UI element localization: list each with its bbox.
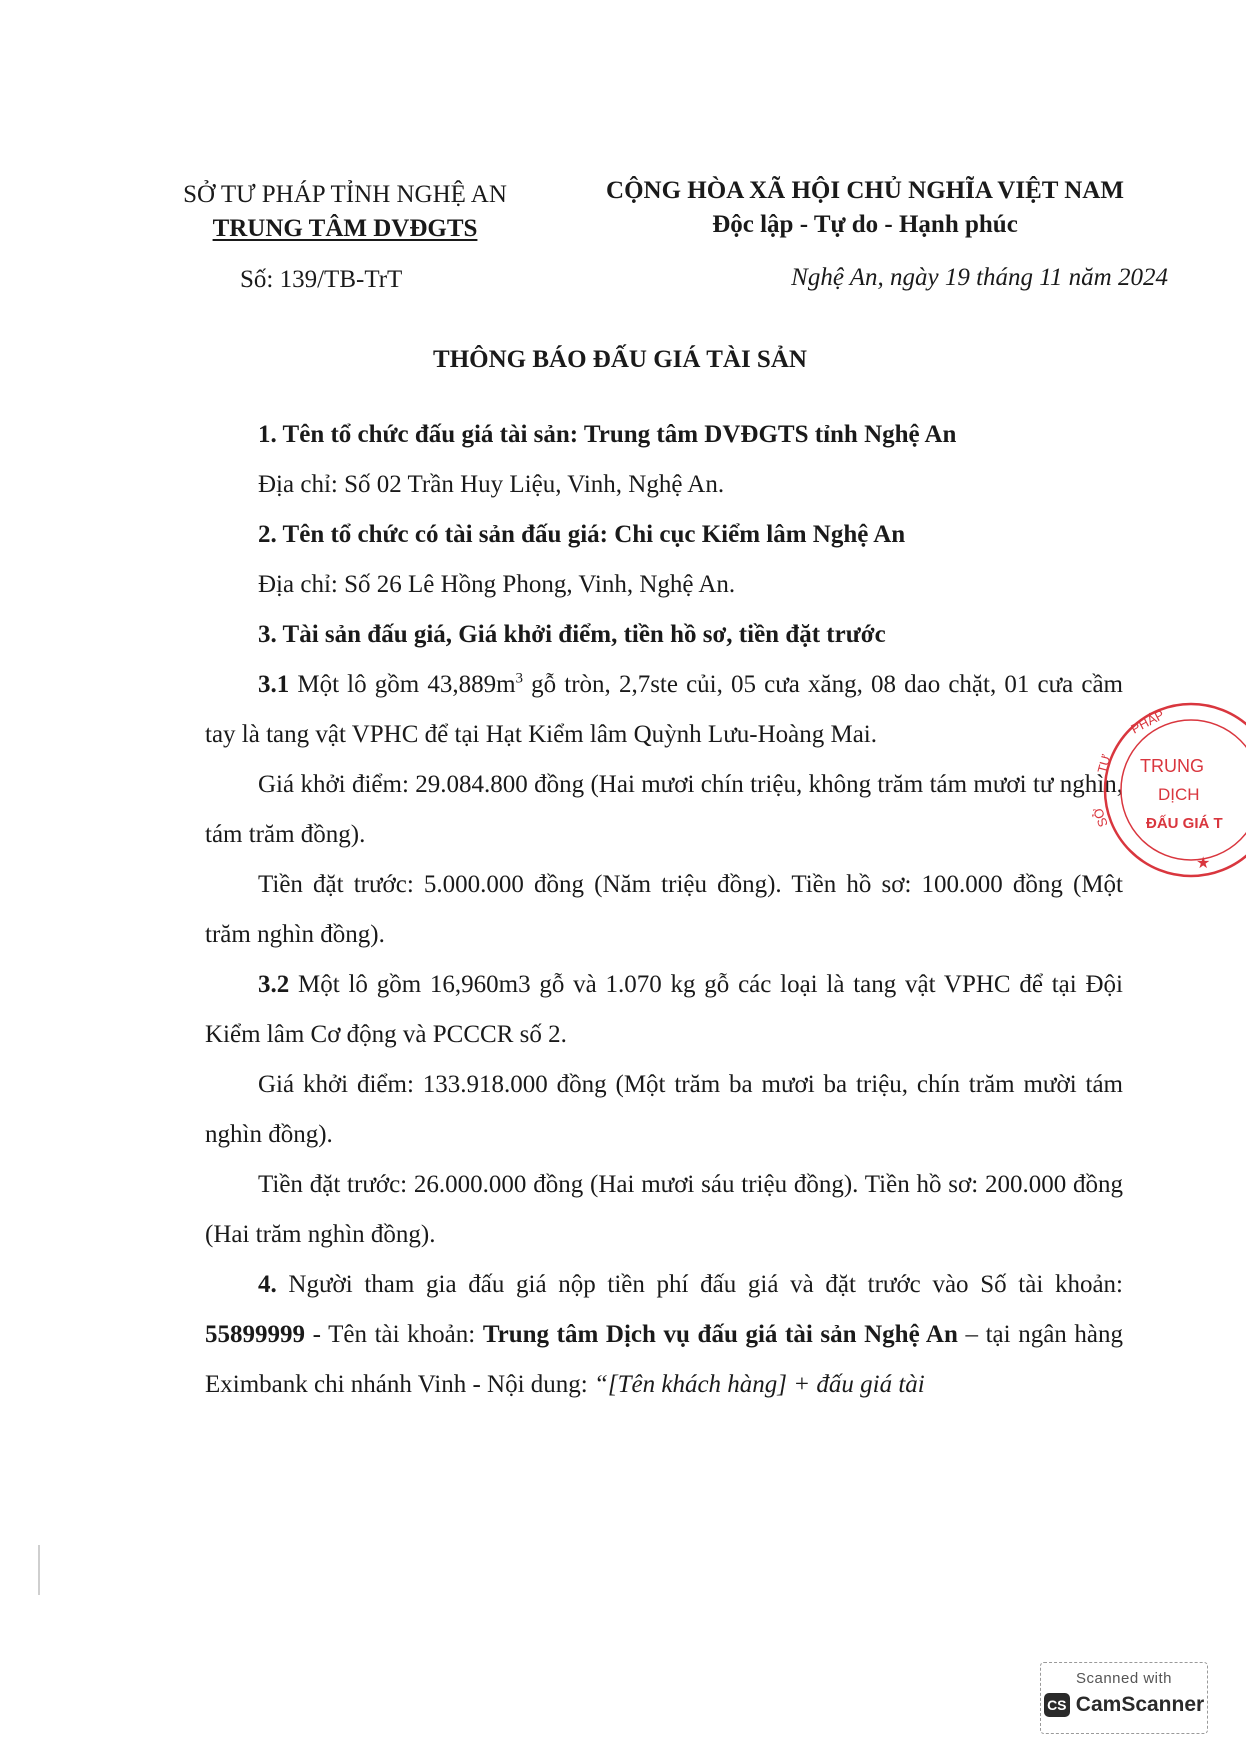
lot-2-description <box>205 960 1123 1060</box>
document-body <box>205 410 1123 1410</box>
lot-1-desc-b: gỗ tròn, 2,7ste củi, 05 cưa xăng, 08 dao chặt, 01 cưa cầm tay là tang vật VPHC để tại Hạt Kiểm lâm Quỳnh Lưu-Hoàng Mai. <box>205 671 1123 748</box>
section-1-address: Địa chỉ: Số 02 Trần Huy Liệu, Vinh, Nghệ An. <box>258 471 725 498</box>
issuer-center: TRUNG TÂM DVĐGTS <box>212 215 478 242</box>
section-4-payment <box>205 1260 1123 1410</box>
national-header <box>560 174 1170 242</box>
stamp-star-icon: ★ <box>1196 855 1211 872</box>
stamp-line-3: ĐẤU GIÁ T <box>1146 815 1223 832</box>
lot-1-number: 3.1 <box>258 671 290 698</box>
section-4-account-number: 55899999 <box>205 1321 305 1348</box>
section-1-heading: 1. Tên tổ chức đấu giá tài sản: Trung tâm DVĐGTS tỉnh Nghệ An <box>258 421 957 448</box>
national-name: CỘNG HÒA XÃ HỘI CHỦ NGHĨA VIỆT NAM <box>606 177 1124 204</box>
lot-1-description <box>205 660 1123 760</box>
lot-2-start-price: Giá khởi điểm: 133.918.000 đồng (Một trăm ba mươi ba triệu, chín trăm mười tám nghìn đồng). <box>205 1071 1123 1148</box>
lot-2-desc: Một lô gồm 16,960m3 gỗ và 1.070 kg gỗ các loại là tang vật VPHC để tại Đội Kiểm lâm Cơ động và PCCCR số 2. <box>205 971 1123 1048</box>
section-4-account-name: Trung tâm Dịch vụ đấu giá tài sản Nghệ An <box>482 1321 958 1348</box>
section-2-address: Địa chỉ: Số 26 Lê Hồng Phong, Vinh, Nghệ An. <box>258 571 736 598</box>
issuer-department: SỞ TƯ PHÁP TỈNH NGHỆ AN <box>183 181 507 208</box>
document-date: Nghệ An, ngày 19 tháng 11 năm 2024 <box>791 264 1168 291</box>
lot-2-deposit: Tiền đặt trước: 26.000.000 đồng (Hai mươi sáu triệu đồng). Tiền hồ sơ: 200.000 đồng (Hai trăm nghìn đồng). <box>205 1171 1123 1248</box>
stamp-text-left2: SỞ <box>1089 805 1111 830</box>
badge-brand: CamScanner <box>1075 1693 1205 1716</box>
issuer-header <box>120 178 570 246</box>
document-number: Số: 139/TB-TrT <box>240 266 403 293</box>
national-motto: Độc lập - Tự do - Hạnh phúc <box>712 211 1018 238</box>
section-4-number: 4. <box>258 1271 277 1298</box>
section-2-heading: 2. Tên tổ chức có tài sản đấu giá: Chi cục Kiểm lâm Nghệ An <box>258 521 906 548</box>
camscanner-badge <box>1040 1662 1208 1734</box>
lot-1-start-price: Giá khởi điểm: 29.084.800 đồng (Hai mươi chín triệu, không trăm tám mươi tư nghìn, tám trăm đồng). <box>205 771 1123 848</box>
lot-1-desc-sup: 3 <box>515 670 524 687</box>
stamp-text-left: TƯ <box>1094 752 1114 775</box>
lot-1-desc-a: Một lô gồm 43,889m <box>289 671 516 698</box>
stamp-line-1: TRUNG <box>1140 756 1204 776</box>
camscanner-logo-icon: CS <box>1044 1693 1070 1717</box>
official-stamp <box>1089 700 1246 880</box>
stamp-text-top: PHÁP <box>1128 706 1167 737</box>
scan-edge-mark <box>38 1545 40 1595</box>
section-4-text-b: - Tên tài khoản: <box>305 1321 483 1348</box>
lot-2-number: 3.2 <box>258 971 290 998</box>
badge-caption: Scanned with <box>1075 1670 1173 1687</box>
section-4-content: “[Tên khách hàng] + đấu giá tài <box>593 1371 925 1398</box>
document-title: THÔNG BÁO ĐẤU GIÁ TÀI SẢN <box>433 346 807 373</box>
lot-1-deposit: Tiền đặt trước: 5.000.000 đồng (Năm triệu đồng). Tiền hồ sơ: 100.000 đồng (Một trăm nghìn đồng). <box>205 871 1123 948</box>
stamp-line-2: DỊCH <box>1158 785 1200 804</box>
section-4-text-c: – tại ngân hàng Eximbank chi nhánh Vinh - Nội dung: <box>205 1321 1123 1398</box>
section-4-text-a: Người tham gia đấu giá nộp tiền phí đấu giá và đặt trước vào Số tài khoản: <box>276 1271 1123 1298</box>
section-3-heading: 3. Tài sản đấu giá, Giá khởi điểm, tiền hồ sơ, tiền đặt trước <box>258 621 886 648</box>
